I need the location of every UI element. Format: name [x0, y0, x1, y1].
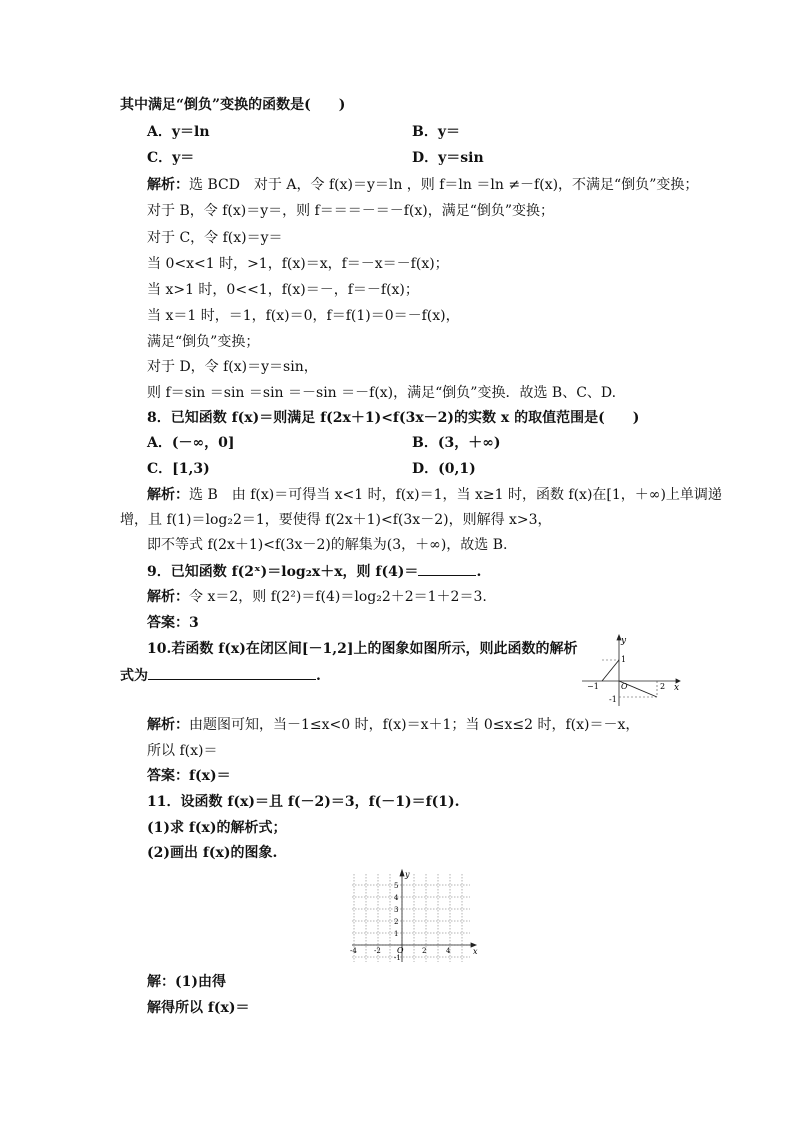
q7-option-a: A．y＝ln	[147, 124, 210, 140]
graph-segment-left	[602, 660, 619, 681]
x-tick-label: 2	[422, 947, 427, 955]
y-tick-label: -1	[394, 954, 401, 962]
q11-part-1: (1)求 f(x)的解析式；	[147, 820, 287, 836]
q8-solution-line-2: 增，且 f(1)＝log₂2＝1，要使得 f(2x＋1)<f(3x－2)，则解得 x>3，	[120, 512, 552, 528]
q7-solution-line-1	[147, 175, 698, 195]
q7-stem-line: 其中满足“倒负”变换的函数是( )	[120, 97, 346, 113]
solution-text: 令 x＝2，则 f(2²)＝f(4)＝log₂2＋2＝1＋2＝3.	[189, 589, 487, 605]
q7-solution-line-6: 当 x＝1 时，＝1，f(x)＝0，f＝f(1)＝0＝－f(x)，	[147, 308, 460, 324]
y-tick-label: 3	[394, 906, 399, 914]
q11-grid-figure	[342, 868, 482, 966]
x-tick-label: -4	[350, 947, 357, 955]
x-axis-label: x	[674, 683, 680, 693]
x-tick-2: 2	[660, 682, 666, 691]
q7-solution-line-8: 对于 D，令 f(x)＝y＝sin，	[147, 359, 318, 375]
q7-solution-line-4: 当 0<x<1 时，>1，f(x)＝x，f＝－x＝－f(x)；	[147, 256, 449, 272]
y-tick-label: 1	[394, 930, 399, 938]
x-tick-neg1: −1	[587, 682, 599, 691]
q10-stem-line-1: 10.若函数 f(x)在闭区间[－1,2]上的图象如图所示，则此函数的解析	[147, 641, 578, 657]
answer-blank[interactable]	[418, 561, 476, 576]
q11-solution-line-1	[147, 972, 226, 992]
q10-graph-figure	[582, 634, 682, 708]
q7-option-d: D．y＝sin	[412, 150, 484, 166]
solution-text: (1)由得	[175, 974, 226, 990]
x-tick-label: 4	[446, 947, 451, 955]
q9-answer	[147, 613, 199, 633]
q10-solution	[147, 715, 639, 735]
solution-label: 解析：	[147, 487, 189, 503]
q9-period: .	[476, 564, 482, 580]
q9-stem	[147, 561, 481, 582]
solution-text: 选 BCD 对于 A，令 f(x)＝y＝ln ，则 f＝ln ＝ln ≠－f(x)，不满足“倒负”变换；	[189, 177, 699, 193]
answer-label: 答案：	[147, 768, 189, 784]
q11-solution-line-2: 解得所以 f(x)＝	[147, 1000, 250, 1016]
grid-lines	[352, 874, 470, 962]
y-axis-label: y	[621, 636, 627, 646]
solution-text: 选 B 由 f(x)＝可得当 x<1 时，f(x)＝1，当 x≥1 时，函数 f(x)在[1，＋∞)上单调递	[189, 487, 722, 503]
q8-solution-line-1	[147, 485, 722, 505]
answer-label: 答案：	[147, 615, 189, 631]
x-tick-label: -2	[374, 947, 381, 955]
q11-stem: 11．设函数 f(x)＝且 f(－2)＝3，f(－1)＝f(1).	[147, 794, 460, 810]
q10-guide-lines	[602, 660, 657, 697]
q11-part-2: (2)画出 f(x)的图象.	[147, 845, 278, 861]
x-axis-label: x	[473, 947, 478, 956]
q8-stem: 8．已知函数 f(x)＝则满足 f(2x＋1)<f(3x－2)的实数 x 的取值范围是( )	[147, 410, 640, 426]
y-tick-label: 4	[394, 894, 399, 902]
y-tick-1: 1	[621, 655, 627, 664]
y-tick-label: 2	[394, 918, 399, 926]
solution-label: 解析：	[147, 589, 189, 605]
answer-blank[interactable]	[148, 665, 316, 680]
answer-value: 3	[189, 615, 199, 631]
q7-solution-line-2: 对于 B，令 f(x)＝y＝，则 f＝＝＝－＝－f(x)，满足“倒负”变换；	[147, 203, 555, 219]
y-tick-label: 5	[394, 882, 399, 890]
solution-label: 解析：	[147, 177, 189, 193]
q7-solution-line-5: 当 x>1 时，0<<1，f(x)＝－，f＝－f(x)；	[147, 282, 419, 298]
y-axis-arrow	[400, 870, 404, 876]
origin-label: O	[621, 682, 628, 691]
y-axis-label: y	[405, 870, 410, 879]
solution-text: 由题图可知，当－1≤x<0 时，f(x)＝x＋1；当 0≤x≤2 时，f(x)＝－x，	[189, 717, 640, 733]
answer-value: f(x)＝	[189, 768, 231, 784]
q7-solution-line-7: 满足“倒负”变换；	[147, 334, 260, 350]
solution-label: 解：	[147, 974, 175, 990]
origin-label: O	[397, 946, 404, 955]
q10-answer	[147, 766, 231, 786]
y-tick-neg1: -1	[609, 695, 617, 704]
q10-text: 式为	[120, 668, 148, 684]
q8-option-c: C．[1,3)	[147, 461, 210, 477]
q10-axes	[582, 635, 680, 706]
q7-solution-line-3: 对于 C，令 f(x)＝y＝	[147, 230, 283, 246]
q9-text: 9．已知函数 f(2ˣ)＝log₂x＋x，则 f(4)＝	[147, 564, 419, 580]
q7-option-c: C．y＝	[147, 150, 195, 166]
solution-label: 解析：	[147, 717, 189, 733]
q8-option-b: B．(3，＋∞)	[412, 435, 501, 451]
q7-solution-line-9: 则 f＝sin ＝sin ＝sin ＝－sin ＝－f(x)，满足“倒负”变换．故选 B、C、D.	[147, 385, 617, 401]
q8-solution-line-3: 即不等式 f(2x＋1)<f(3x－2)的解集为(3，＋∞)，故选 B.	[147, 537, 508, 553]
q8-option-a: A．(－∞，0]	[147, 435, 235, 451]
q8-option-d: D．(0,1)	[412, 461, 476, 477]
q10-stem-line-2	[120, 665, 321, 686]
q9-solution	[147, 587, 487, 607]
q7-option-b: B．y＝	[412, 124, 460, 140]
q10-solution-2: 所以 f(x)＝	[147, 743, 218, 759]
q10-period: .	[316, 668, 321, 684]
